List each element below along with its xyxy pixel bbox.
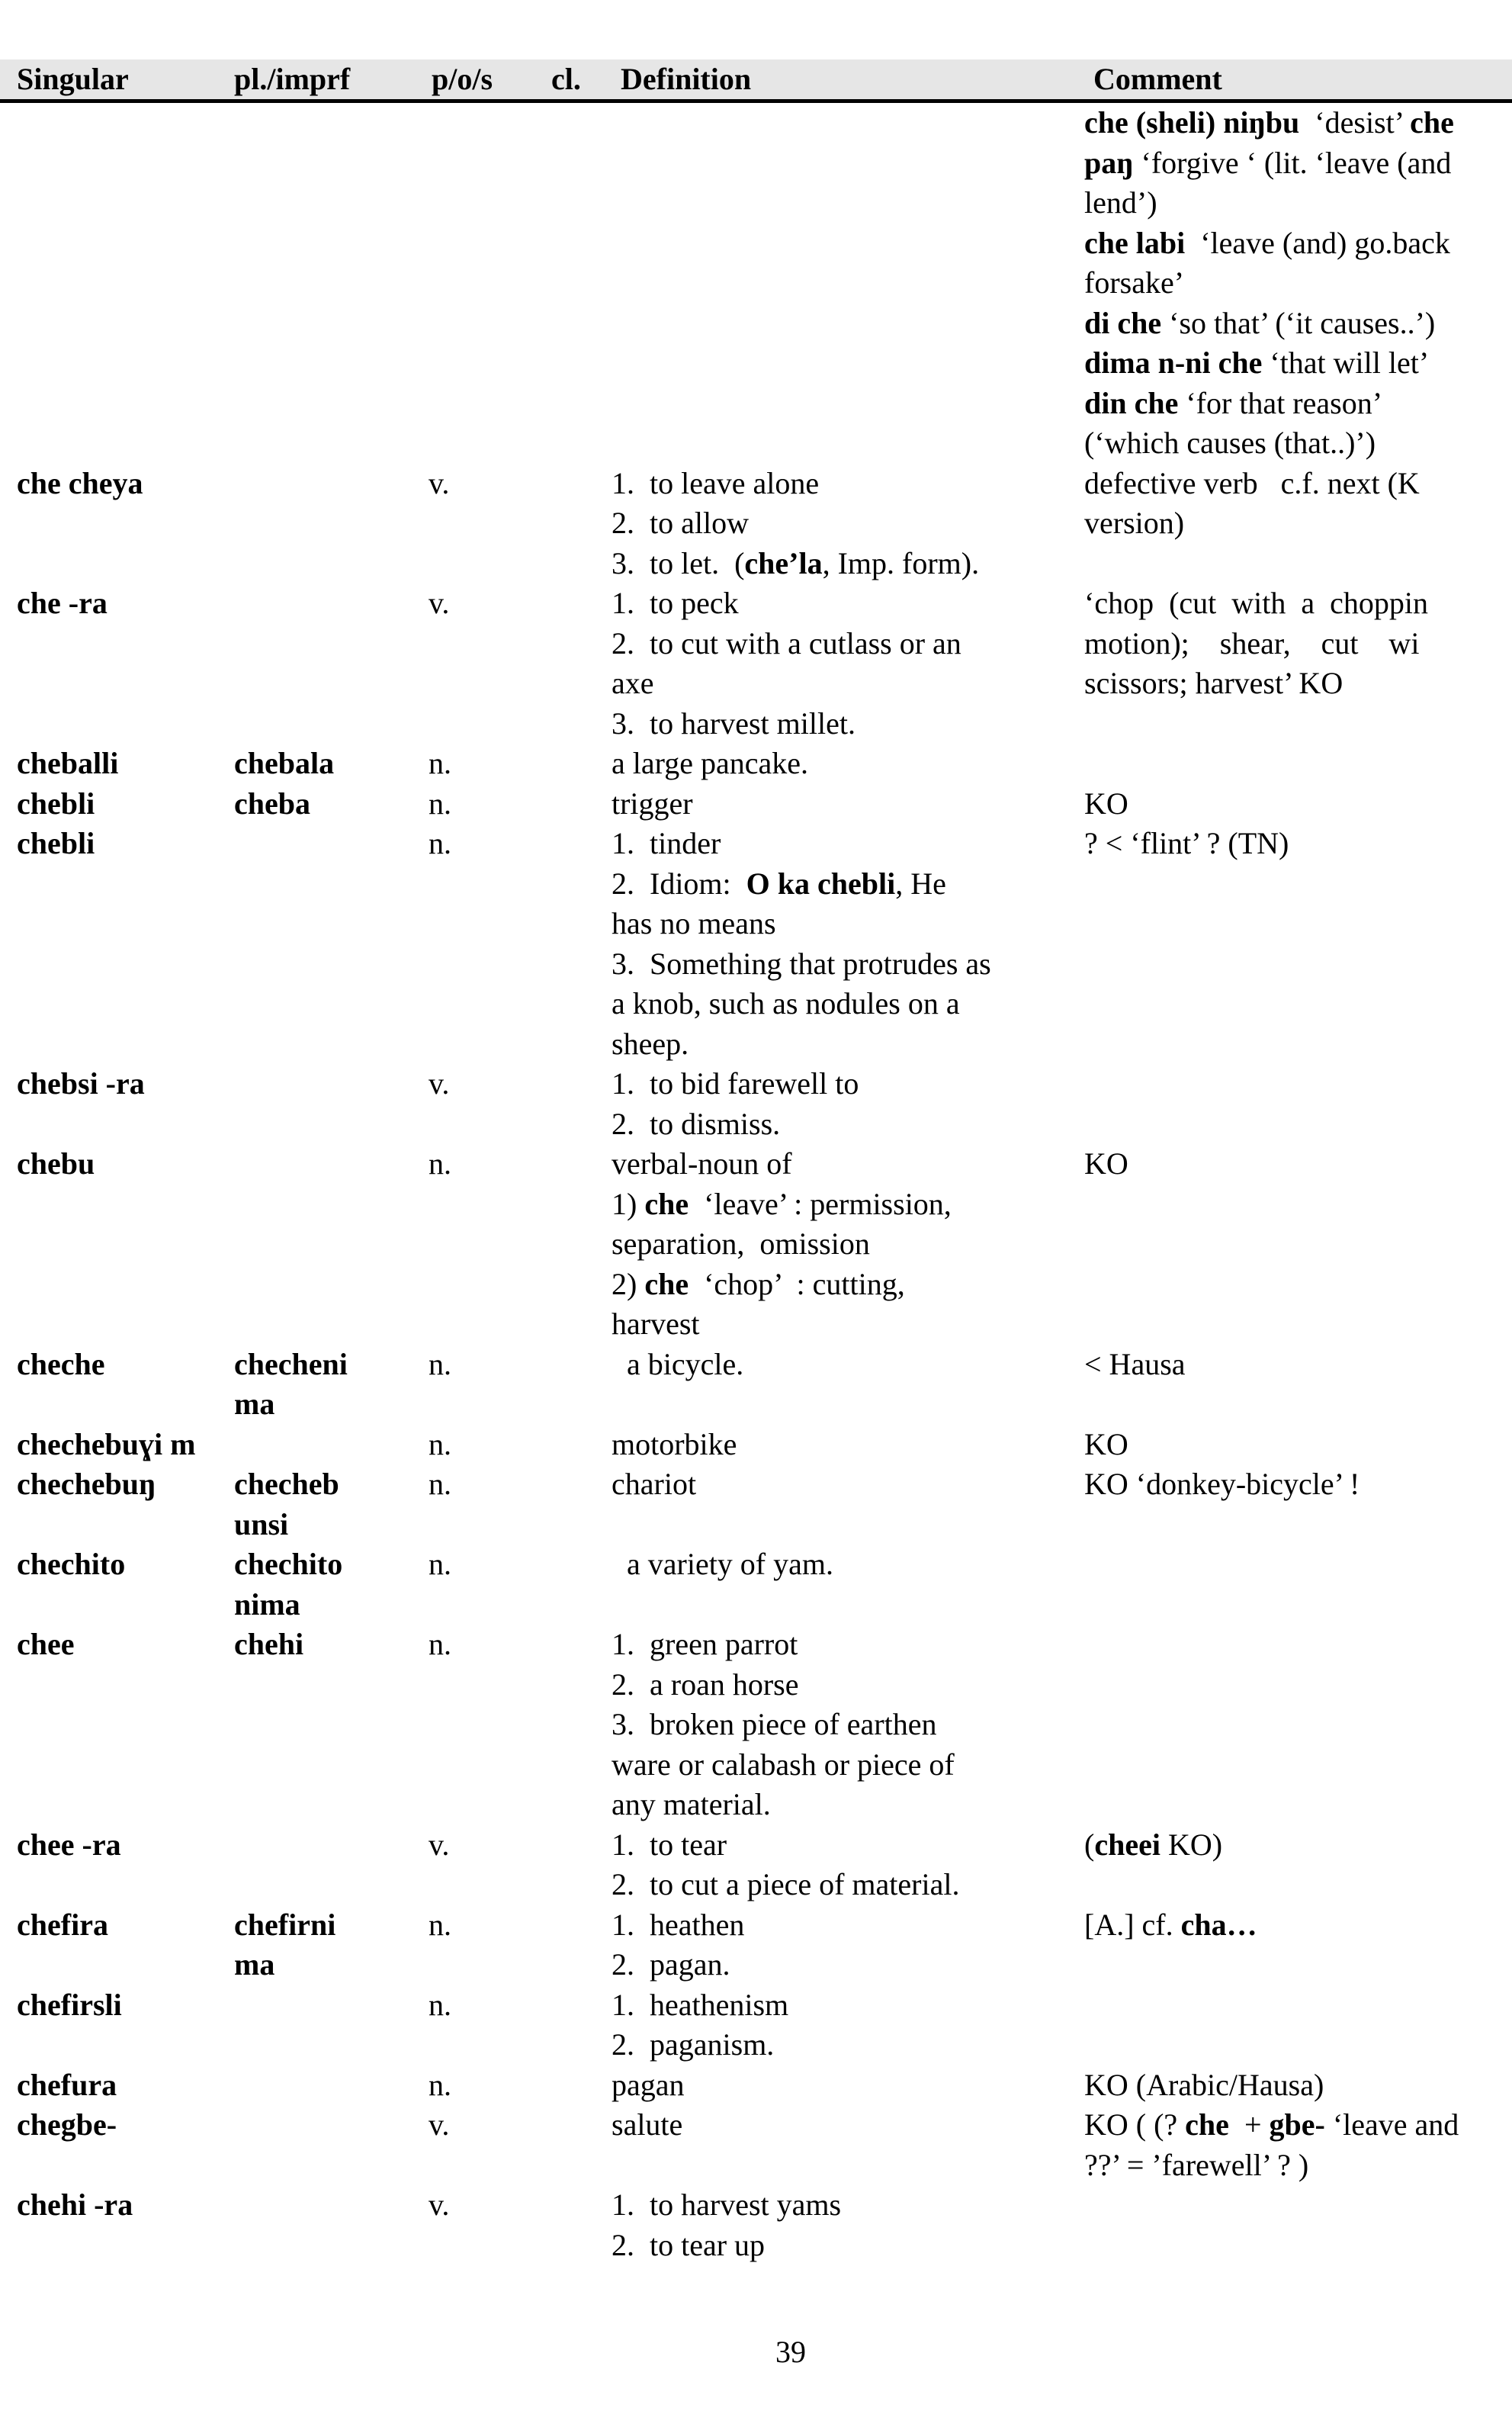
text-segment: ‘forgive ‘ (lit. ‘leave (and: [1133, 145, 1452, 180]
definition-line: [612, 1224, 1054, 1265]
comment-line: [1084, 263, 1511, 304]
comment-cell: [1084, 1064, 1511, 1144]
headword-ref: din che: [1084, 385, 1179, 420]
definition-line: [612, 1064, 1054, 1104]
comment-line: [1084, 1905, 1511, 1946]
comment-cell: [1084, 1825, 1511, 1905]
definition-cell: [612, 1425, 1054, 1465]
header-plural: pl./imprf: [234, 62, 351, 96]
definition-cell: [612, 2105, 1054, 2185]
text-segment: has no means: [612, 906, 776, 940]
definition-line: [612, 1785, 1054, 1825]
class-cell: [551, 744, 612, 784]
headword-ref: che: [1185, 2107, 1229, 2142]
definition-line: [612, 1464, 1054, 1505]
definition-line: [612, 944, 1054, 985]
class-cell: [551, 464, 612, 584]
header-pos: p/o/s: [432, 62, 493, 96]
table-row: [0, 2105, 1512, 2185]
comment-line: [1084, 784, 1511, 824]
definition-line: [612, 2146, 1054, 2186]
definition-line: [612, 1104, 1054, 1145]
pos-cell: [429, 103, 551, 464]
table-row: [0, 1905, 1512, 1985]
text-segment: +: [1228, 2107, 1270, 2142]
plural-cell: [234, 2065, 356, 2106]
singular-cell: chee: [17, 1627, 75, 1661]
comment-cell: [1084, 1425, 1511, 1465]
plural-cell: checheni ma: [234, 1346, 348, 1421]
definition-line: [612, 1825, 1054, 1866]
table-row: [0, 1825, 1512, 1905]
text-segment: , He: [895, 866, 946, 901]
text-segment: ‘chop (cut with a choppin: [1084, 586, 1428, 620]
definition-line: [612, 2226, 1054, 2266]
table-row: [0, 103, 1512, 464]
headword-ref: dima n-ni che: [1084, 346, 1263, 380]
comment-line: [1084, 304, 1511, 344]
table-row: [0, 1144, 1512, 1345]
text-segment: 1. heathenism: [612, 1987, 789, 2022]
comment-cell: [1084, 2105, 1511, 2185]
plural-cell: cheba: [234, 786, 310, 821]
definition-cell: [612, 824, 1054, 1064]
plural-cell: [234, 1825, 356, 1905]
text-segment: [612, 2148, 619, 2182]
text-segment: 2): [612, 1266, 645, 1301]
text-segment: sheep.: [612, 1026, 689, 1061]
text-segment: defective verb c.f. next (K: [1084, 465, 1420, 500]
headword-ref: cha…: [1180, 1907, 1257, 1942]
page-number: 39: [775, 2335, 806, 2369]
definition-line: [612, 2105, 1054, 2146]
comment-line: [1084, 503, 1511, 544]
definition-cell: [612, 1905, 1054, 1985]
headword-ref: che (sheli) niŋbu: [1084, 105, 1300, 140]
definition-line: [612, 503, 1054, 544]
definition-cell: [612, 744, 1054, 784]
text-segment: a bicycle.: [612, 1346, 744, 1381]
text-segment: chariot: [612, 1467, 697, 1501]
definition-line: [612, 1345, 1054, 1385]
definition-cell: [612, 464, 1054, 584]
plural-cell: chebala: [234, 746, 335, 780]
pos-cell: n.: [429, 786, 451, 821]
comment-cell: [1084, 1905, 1511, 1985]
definition-line: [612, 1545, 1054, 1585]
definition-cell: [612, 1144, 1054, 1345]
table-row: [0, 464, 1512, 584]
text-segment: ? < ‘flint’ ? (TN): [1084, 826, 1289, 860]
comment-cell: [1084, 744, 1511, 784]
headword-ref: di che: [1084, 305, 1162, 340]
definition-line: [612, 624, 1054, 664]
text-segment: 2. pagan.: [612, 1947, 730, 1982]
comment-cell: [1084, 784, 1511, 824]
comment-cell: [1084, 464, 1511, 584]
comment-line: [1084, 384, 1511, 424]
text-segment: KO ‘donkey-bicycle’ !: [1084, 1467, 1360, 1501]
class-cell: [551, 824, 612, 1064]
plural-cell: [234, 1425, 356, 1465]
table-row: [0, 784, 1512, 824]
class-cell: [551, 1425, 612, 1465]
text-segment: ‘chop’ : cutting,: [689, 1266, 905, 1301]
text-segment: 1. to tear: [612, 1827, 727, 1862]
definition-line: [612, 2025, 1054, 2065]
definition-line: [612, 2065, 1054, 2106]
text-segment: a variety of yam.: [612, 1547, 833, 1581]
pos-cell: n.: [429, 1146, 451, 1181]
singular-cell: chebsi -ra: [17, 1066, 145, 1101]
pos-cell: n.: [429, 1627, 451, 1661]
singular-cell: che -ra: [17, 586, 108, 620]
text-segment: ??’ = ’farewell’ ? ): [1084, 2147, 1309, 2182]
text-segment: KO ( (?: [1084, 2107, 1186, 2142]
pos-cell: v.: [429, 2107, 450, 2142]
text-segment: 2. to dismiss.: [612, 1106, 781, 1141]
plural-cell: chehi: [234, 1627, 304, 1661]
singular-cell: [17, 103, 200, 464]
comment-line: [1084, 624, 1511, 664]
text-segment: 1. to leave alone: [612, 465, 820, 500]
text-segment: 2. Idiom:: [612, 866, 746, 901]
definition-line: [612, 1024, 1054, 1065]
definition-line: [612, 464, 1054, 504]
text-segment: a large pancake.: [612, 746, 808, 780]
comment-cell: [1084, 103, 1511, 464]
singular-cell: cheche: [17, 1346, 105, 1381]
text-segment: version): [1084, 506, 1185, 540]
text-segment: 2. a roan horse: [612, 1667, 799, 1702]
headword-ref: che: [644, 1186, 689, 1221]
comment-cell: [1084, 1545, 1511, 1625]
definition-line: [612, 1184, 1054, 1225]
table-row: [0, 1464, 1512, 1545]
definition-line: [612, 1304, 1054, 1345]
header-singular: Singular: [17, 62, 129, 96]
header-comment: Comment: [1093, 62, 1222, 96]
pos-cell: n.: [429, 826, 451, 860]
comment-line: [1084, 223, 1511, 264]
comment-cell: [1084, 2185, 1511, 2265]
pos-cell: n.: [429, 1467, 451, 1501]
text-segment: pagan: [612, 2067, 685, 2102]
class-cell: [551, 1985, 612, 2065]
plural-cell: chefirni ma: [234, 1907, 336, 1982]
comment-cell: [1084, 1625, 1511, 1825]
text-segment: forsake’: [1084, 265, 1185, 300]
text-segment: ‘leave’ : permission,: [689, 1186, 952, 1221]
pos-cell: n.: [429, 1547, 451, 1581]
definition-line: [612, 744, 1054, 784]
definition-line: [612, 1865, 1054, 1905]
text-segment: salute: [612, 2107, 683, 2142]
definition-line: [612, 544, 1054, 584]
class-cell: [551, 2105, 612, 2185]
singular-cell: chefirsli: [17, 1987, 122, 2022]
text-segment: KO: [1084, 1146, 1128, 1181]
text-segment: 3. to let. (: [612, 545, 745, 580]
text-segment: (‘which causes (that..)’): [1084, 426, 1376, 460]
class-cell: [551, 1345, 612, 1425]
text-segment: 2. to cut with a cutlass or an: [612, 625, 961, 661]
comment-line: [1084, 1464, 1511, 1505]
text-segment: ‘leave (and) go.back: [1185, 225, 1450, 260]
headword-ref: O ka chebli: [746, 866, 896, 901]
plural-cell: [234, 583, 356, 744]
definition-line: [612, 1945, 1054, 1985]
plural-cell: [234, 103, 356, 464]
text-segment: 3. Something that protrudes as: [612, 946, 991, 981]
class-cell: [551, 1625, 612, 1825]
headword-ref: paŋ: [1084, 145, 1134, 180]
pos-cell: v.: [429, 1827, 450, 1862]
comment-cell: [1084, 1985, 1511, 2065]
definition-cell: [612, 1345, 1054, 1425]
singular-cell: chefura: [17, 2067, 117, 2102]
pos-cell: v.: [429, 2187, 450, 2222]
definition-line: [612, 784, 1054, 824]
definition-cell: [612, 1064, 1054, 1144]
comment-line: [1084, 1144, 1511, 1184]
comment-line: [1084, 1825, 1511, 1866]
text-segment: 2. to allow: [612, 506, 749, 540]
definition-cell: [612, 1545, 1054, 1625]
text-segment: [A.] cf.: [1084, 1907, 1181, 1942]
definition-cell: [612, 1825, 1054, 1905]
singular-cell: chefira: [17, 1907, 108, 1942]
table-row: [0, 2065, 1512, 2106]
pos-cell: v.: [429, 1066, 450, 1101]
class-cell: [551, 583, 612, 744]
comment-line: [1084, 183, 1511, 223]
definition-cell: [612, 1464, 1054, 1545]
table-row: [0, 1345, 1512, 1425]
header-class: cl.: [551, 62, 581, 96]
definition-line: [612, 984, 1054, 1024]
singular-cell: chee -ra: [17, 1827, 121, 1862]
definition-cell: [612, 2065, 1054, 2106]
text-segment: , Imp. form).: [822, 545, 980, 580]
class-cell: [551, 2065, 612, 2106]
text-segment: any material.: [612, 1787, 771, 1821]
text-segment: KO: [1084, 1426, 1128, 1461]
text-segment: ‘for that reason’: [1178, 385, 1383, 420]
class-cell: [551, 1064, 612, 1144]
text-segment: separation, omission: [612, 1226, 870, 1261]
comment-line: [1084, 1425, 1511, 1465]
singular-cell: chechebuŋ: [17, 1467, 156, 1501]
comment-line: [1084, 143, 1511, 184]
pos-cell: v.: [429, 465, 450, 500]
definition-line: [612, 1985, 1054, 2026]
text-segment: KO: [1084, 786, 1128, 821]
pos-cell: n.: [429, 1987, 451, 2022]
text-segment: a knob, such as nodules on a: [612, 986, 960, 1021]
definition-line: [612, 1265, 1054, 1305]
text-segment: ware or calabash or piece of: [612, 1747, 955, 1782]
text-segment: < Hausa: [1084, 1346, 1186, 1381]
comment-line: [1084, 2105, 1511, 2146]
class-cell: [551, 2185, 612, 2265]
singular-cell: chehi -ra: [17, 2187, 133, 2222]
singular-cell: chebu: [17, 1146, 95, 1181]
class-cell: [551, 1144, 612, 1345]
class-cell: [551, 784, 612, 824]
definition-line: [612, 1745, 1054, 1786]
headword-ref: che’la: [744, 545, 823, 580]
text-segment: motion); shear, cut wi: [1084, 625, 1420, 661]
text-segment: 3. broken piece of earthen: [612, 1707, 937, 1741]
pos-cell: n.: [429, 746, 451, 780]
definition-line: [612, 1905, 1054, 1946]
table-header: [0, 59, 1512, 103]
text-segment: 1. to harvest yams: [612, 2187, 842, 2222]
text-segment: 1. to peck: [612, 586, 739, 620]
definition-line: [612, 1425, 1054, 1465]
comment-line: [1084, 2065, 1511, 2106]
comment-line: [1084, 1345, 1511, 1385]
singular-cell: chebli: [17, 826, 95, 860]
definition-line: [612, 2185, 1054, 2226]
plural-cell: [234, 2185, 356, 2265]
text-segment: 1. green parrot: [612, 1627, 798, 1661]
comment-cell: [1084, 1144, 1511, 1345]
definition-line: [612, 664, 1054, 704]
table-row: [0, 824, 1512, 1064]
text-segment: ‘desist’: [1299, 105, 1411, 140]
headword-ref: gbe-: [1269, 2107, 1325, 2142]
singular-cell: cheballi: [17, 746, 119, 780]
class-cell: [551, 1545, 612, 1625]
table-row: [0, 1425, 1512, 1465]
pos-cell: n.: [429, 1426, 451, 1461]
definition-line: [612, 1705, 1054, 1745]
plural-cell: checheb unsi: [234, 1467, 339, 1541]
comment-line: [1084, 664, 1511, 704]
singular-cell: chebli: [17, 786, 95, 821]
class-cell: [551, 1825, 612, 1905]
comment-line: [1084, 343, 1511, 384]
definition-line: [612, 1144, 1054, 1184]
text-segment: ‘so that’ (‘it causes..’): [1161, 305, 1436, 340]
singular-cell: che cheya: [17, 465, 143, 500]
singular-cell: chegbe-: [17, 2107, 117, 2142]
definition-cell: [612, 2185, 1054, 2265]
plural-cell: chechito nima: [234, 1547, 343, 1622]
text-segment: harvest: [612, 1307, 700, 1341]
definition-line: [612, 904, 1054, 944]
comment-cell: [1084, 1345, 1511, 1425]
definition-line: [612, 583, 1054, 624]
plural-cell: [234, 464, 356, 584]
pos-cell: n.: [429, 2067, 451, 2102]
text-segment: 2. to cut a piece of material.: [612, 1867, 960, 1901]
text-segment: ‘leave and: [1324, 2107, 1459, 2142]
table-row: [0, 1545, 1512, 1625]
comment-line: [1084, 103, 1511, 143]
header-definition: Definition: [621, 62, 752, 96]
headword-ref: che: [1410, 105, 1454, 140]
definition-cell: [612, 1985, 1054, 2065]
text-segment: 3. to harvest millet.: [612, 706, 856, 741]
definition-line: [612, 864, 1054, 905]
comment-line: [1084, 824, 1511, 864]
text-segment: KO (Arabic/Hausa): [1084, 2067, 1324, 2102]
text-segment: verbal-noun of: [612, 1146, 792, 1181]
definition-line: [612, 824, 1054, 864]
pos-cell: v.: [429, 586, 450, 620]
table-row: [0, 1985, 1512, 2065]
text-segment: axe: [612, 666, 654, 700]
singular-cell: chechebuɣi m: [17, 1426, 196, 1461]
text-segment: scissors; harvest’ KO: [1084, 666, 1343, 700]
text-segment: 2. paganism.: [612, 2027, 775, 2062]
singular-cell: chechito: [17, 1547, 126, 1581]
text-segment: motorbike: [612, 1426, 737, 1461]
table-row: [0, 744, 1512, 784]
text-segment: lend’): [1084, 185, 1157, 220]
plural-cell: [234, 1985, 356, 2065]
text-segment: 1): [612, 1186, 645, 1221]
definition-cell: [612, 784, 1054, 824]
definition-line: [612, 1665, 1054, 1705]
pos-cell: n.: [429, 1346, 451, 1381]
definition-cell: [612, 103, 1054, 464]
definition-line: [612, 1625, 1054, 1665]
plural-cell: [234, 824, 356, 1064]
comment-cell: [1084, 583, 1511, 744]
text-segment: KO): [1160, 1827, 1223, 1862]
dictionary-entries: [0, 103, 1512, 2265]
class-cell: [551, 1905, 612, 1985]
plural-cell: [234, 1144, 356, 1345]
table-row: [0, 583, 1512, 744]
text-segment: 2. to tear up: [612, 2227, 766, 2262]
definition-cell: [612, 583, 1054, 744]
comment-cell: [1084, 1464, 1511, 1545]
definition-line: [612, 704, 1054, 744]
comment-line: [1084, 423, 1511, 464]
pos-cell: n.: [429, 1907, 451, 1942]
comment-cell: [1084, 824, 1511, 1064]
text-segment: 1. tinder: [612, 826, 721, 860]
headword-ref: cheei: [1094, 1827, 1160, 1862]
text-segment: 1. to bid farewell to: [612, 1066, 859, 1101]
text-segment: (: [1084, 1827, 1095, 1862]
comment-line: [1084, 464, 1511, 504]
headword-ref: che labi: [1084, 225, 1186, 260]
text-segment: 1. heathen: [612, 1907, 745, 1942]
table-row: [0, 1064, 1512, 1144]
table-row: [0, 1625, 1512, 1825]
comment-line: [1084, 2146, 1511, 2186]
text-segment: trigger: [612, 786, 693, 821]
headword-ref: che: [644, 1266, 689, 1301]
definition-cell: [612, 1625, 1054, 1825]
text-segment: ‘that will let’: [1262, 346, 1430, 380]
plural-cell: [234, 2105, 356, 2185]
comment-cell: [1084, 2065, 1511, 2106]
class-cell: [551, 103, 612, 464]
table-row: [0, 2185, 1512, 2265]
class-cell: [551, 1464, 612, 1545]
comment-line: [1084, 583, 1511, 624]
plural-cell: [234, 1064, 356, 1144]
